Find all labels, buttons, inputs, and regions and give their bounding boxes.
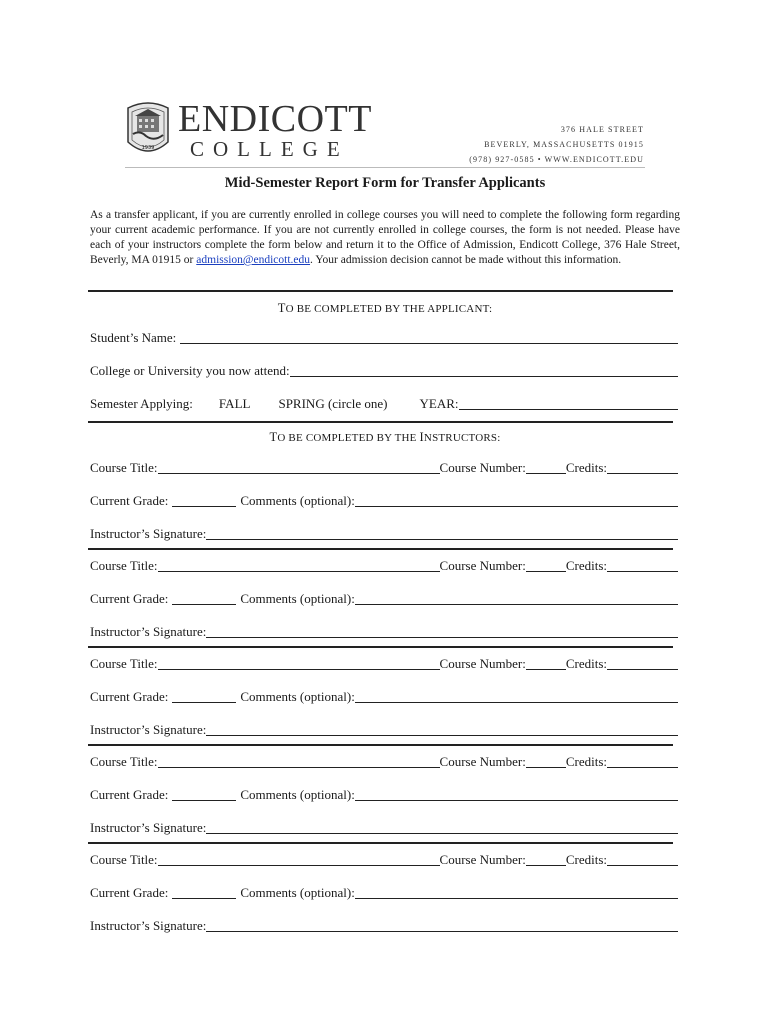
current-grade-field[interactable]	[172, 690, 236, 703]
course-title-field[interactable]	[158, 755, 440, 768]
college-subtitle: COLLEGE	[190, 137, 349, 161]
spring-option[interactable]: SPRING (circle one)	[278, 396, 388, 411]
comments-label: Comments (optional):	[240, 885, 355, 900]
admission-email-link[interactable]: admission@endicott.edu	[196, 254, 311, 266]
college-seal-logo	[124, 98, 172, 160]
students-name-label: Student’s Name:	[90, 330, 177, 345]
comments-field[interactable]	[355, 592, 678, 605]
instructor-section-heading: TO BE COMPLETED BY THE INSTRUCTORS:	[269, 430, 501, 444]
current-grade-label: Current Grade:	[90, 493, 169, 508]
college-field[interactable]	[290, 364, 678, 377]
grade-row	[90, 493, 678, 509]
signature-label: Instructor’s Signature:	[90, 624, 207, 639]
course-number-field[interactable]	[526, 559, 566, 572]
current-grade-field[interactable]	[172, 886, 236, 899]
comments-label: Comments (optional):	[240, 689, 355, 704]
course-title-row	[90, 852, 678, 868]
course-title-row	[90, 558, 678, 574]
grade-row	[90, 689, 678, 705]
signature-label: Instructor’s Signature:	[90, 918, 207, 933]
signature-field[interactable]	[206, 821, 678, 834]
fall-option[interactable]: FALL	[218, 396, 251, 411]
signature-label: Instructor’s Signature:	[90, 526, 207, 541]
signature-row	[90, 722, 678, 738]
grade-row	[90, 787, 678, 803]
students-name-row	[90, 330, 678, 346]
block-divider	[88, 646, 673, 648]
comments-label: Comments (optional):	[240, 591, 355, 606]
course-title-label: Course Title:	[90, 754, 158, 769]
section-divider	[88, 421, 673, 423]
course-number-field[interactable]	[526, 755, 566, 768]
course-number-label: Course Number:	[439, 460, 526, 475]
college-label: College or University you now attend:	[90, 363, 290, 378]
signature-row	[90, 624, 678, 640]
credits-label: Credits:	[565, 754, 608, 769]
intro-text: As a transfer applicant, if you are currently enrolled in college courses you will need to complete the following form regarding your current academic performance. If you are not currently enrolled in college courses, the form is not needed. Please have each of your instructors complete the form below and return it to the Office of Admission, Endicott College, 376 Hale Street, Beverly, MA 01915 or	[90, 209, 680, 266]
current-grade-label: Current Grade:	[90, 591, 169, 606]
course-title-label: Course Title:	[90, 558, 158, 573]
course-title-field[interactable]	[158, 853, 440, 866]
course-title-field[interactable]	[158, 461, 440, 474]
course-number-label: Course Number:	[439, 656, 526, 671]
course-title-row	[90, 754, 678, 770]
signature-row	[90, 820, 678, 836]
credits-field[interactable]	[607, 755, 678, 768]
college-name: ENDICOTT	[178, 98, 372, 140]
semester-label: Semester Applying:	[90, 396, 193, 411]
comments-label: Comments (optional):	[240, 493, 355, 508]
comments-field[interactable]	[355, 494, 678, 507]
course-number-label: Course Number:	[439, 852, 526, 867]
address-city: BEVERLY, MASSACHUSETTS 01915	[484, 140, 644, 149]
block-divider	[88, 842, 673, 844]
credits-label: Credits:	[565, 460, 608, 475]
address-contact: (978) 927-0585 • WWW.ENDICOTT.EDU	[469, 155, 644, 164]
intro-text-end: . Your admission decision cannot be made without this information.	[310, 254, 622, 266]
comments-field[interactable]	[355, 886, 678, 899]
current-grade-label: Current Grade:	[90, 885, 169, 900]
comments-field[interactable]	[355, 788, 678, 801]
block-divider	[88, 548, 673, 550]
year-label: YEAR:	[419, 396, 459, 411]
course-title-label: Course Title:	[90, 460, 158, 475]
course-title-row	[90, 460, 678, 476]
comments-field[interactable]	[355, 690, 678, 703]
signature-field[interactable]	[206, 723, 678, 736]
credits-label: Credits:	[565, 852, 608, 867]
block-divider	[88, 744, 673, 746]
college-row	[90, 363, 678, 379]
current-grade-label: Current Grade:	[90, 689, 169, 704]
credits-label: Credits:	[565, 558, 608, 573]
signature-row	[90, 526, 678, 542]
applicant-section-heading: TO BE COMPLETED BY THE APPLICANT:	[277, 301, 493, 315]
grade-row	[90, 591, 678, 607]
course-title-field[interactable]	[158, 559, 440, 572]
credits-field[interactable]	[607, 559, 678, 572]
credits-field[interactable]	[607, 657, 678, 670]
course-number-field[interactable]	[526, 853, 566, 866]
current-grade-field[interactable]	[172, 788, 236, 801]
course-number-field[interactable]	[526, 657, 566, 670]
year-field[interactable]	[459, 397, 679, 410]
signature-row	[90, 918, 678, 934]
credits-label: Credits:	[565, 656, 608, 671]
course-number-field[interactable]	[526, 461, 566, 474]
signature-field[interactable]	[206, 919, 678, 932]
current-grade-field[interactable]	[172, 494, 236, 507]
seal-year: 1939	[141, 145, 155, 151]
current-grade-label: Current Grade:	[90, 787, 169, 802]
current-grade-field[interactable]	[172, 592, 236, 605]
credits-field[interactable]	[607, 853, 678, 866]
course-number-label: Course Number:	[439, 558, 526, 573]
address-street: 376 HALE STREET	[560, 125, 644, 134]
students-name-field[interactable]	[180, 331, 678, 344]
course-title-label: Course Title:	[90, 852, 158, 867]
course-title-label: Course Title:	[90, 656, 158, 671]
signature-field[interactable]	[206, 625, 678, 638]
intro-paragraph	[90, 208, 680, 268]
course-number-label: Course Number:	[439, 754, 526, 769]
course-title-row	[90, 656, 678, 672]
semester-row	[90, 396, 678, 412]
signature-label: Instructor’s Signature:	[90, 722, 207, 737]
letterhead-divider	[125, 167, 645, 168]
comments-label: Comments (optional):	[240, 787, 355, 802]
signature-label: Instructor’s Signature:	[90, 820, 207, 835]
signature-field[interactable]	[206, 527, 678, 540]
credits-field[interactable]	[607, 461, 678, 474]
section-divider	[88, 290, 673, 292]
course-title-field[interactable]	[158, 657, 440, 670]
form-title: Mid-Semester Report Form for Transfer Applicants	[224, 175, 546, 191]
grade-row	[90, 885, 678, 901]
